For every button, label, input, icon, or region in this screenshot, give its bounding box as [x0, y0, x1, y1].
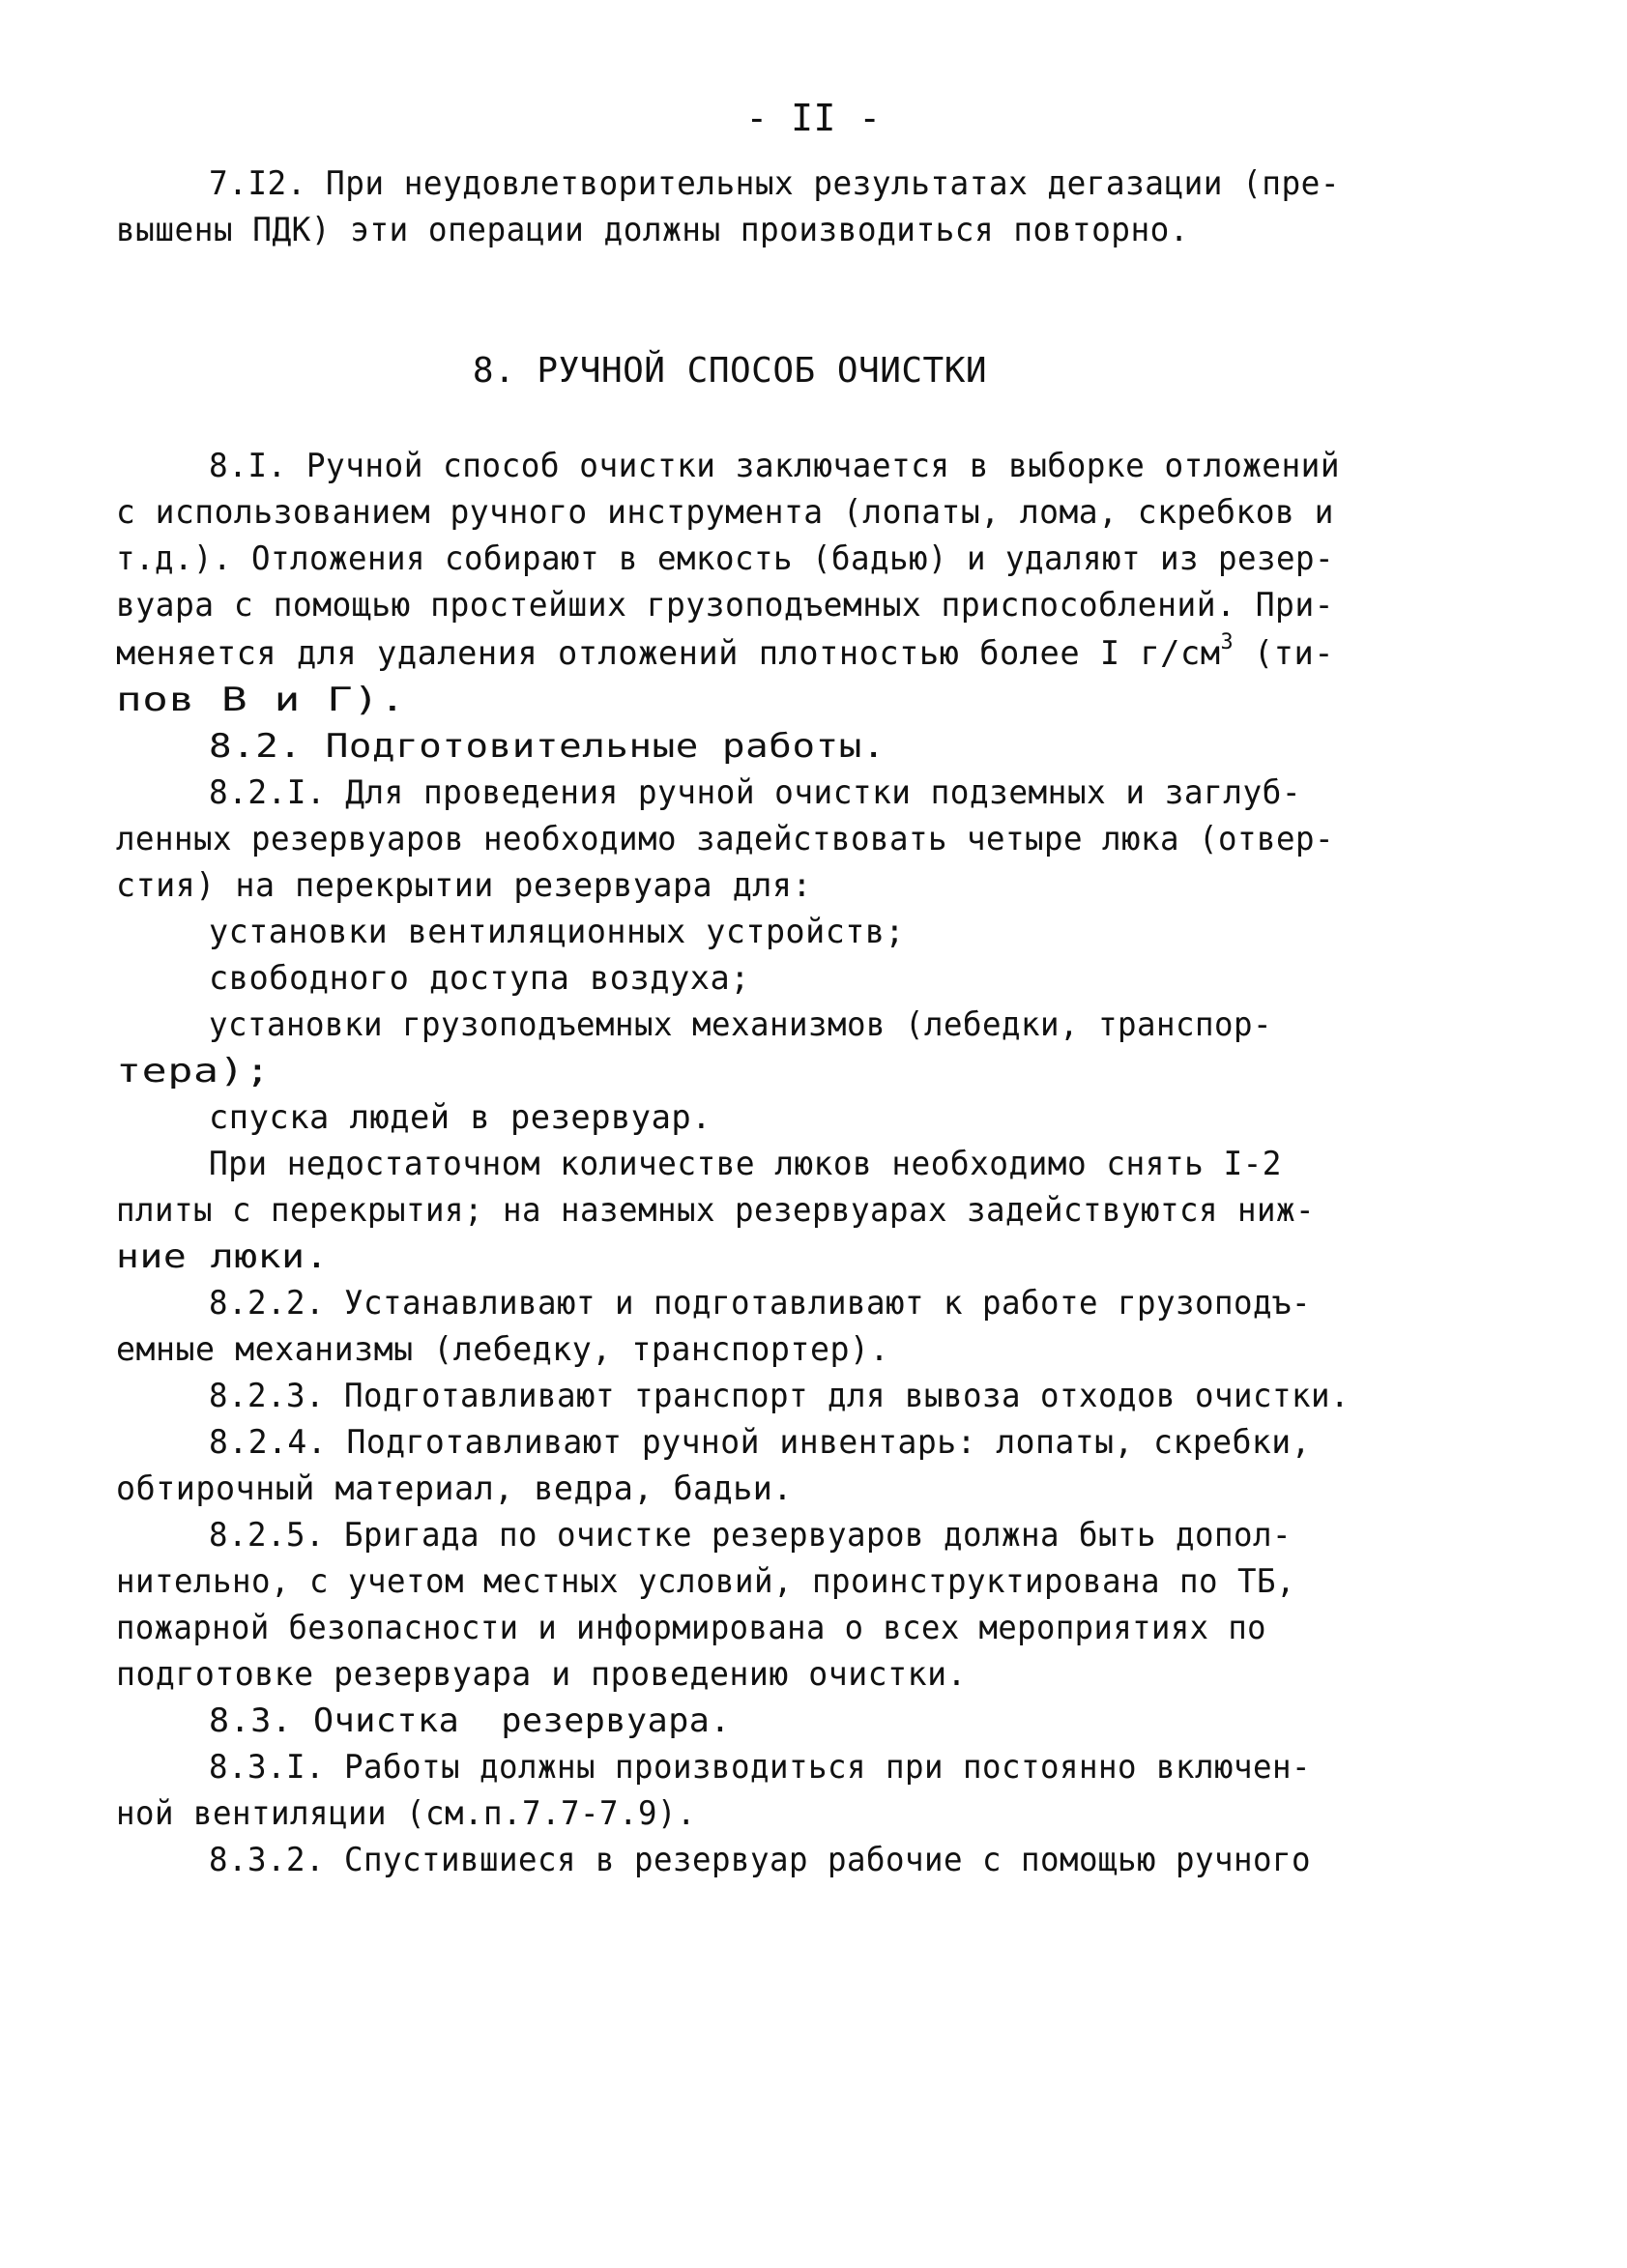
paragraph-8-2-3-line: 8.2.3. Подготавливают транспорт для вывоза отходов очистки. [209, 1377, 1350, 1415]
paragraph-8-2-5-line: подготовке резервуара и проведению очистки. [116, 1655, 967, 1694]
superscript-exponent: 3 [1220, 629, 1235, 654]
paragraph-8-2-2-line: 8.2.2. Устанавливают и подготавливают к работе грузоподъ- [209, 1284, 1311, 1323]
paragraph-8-2-5-line: пожарной безопасности и информирована о всех мероприятиях по [116, 1609, 1266, 1647]
list-item: свободного доступа воздуха; [209, 959, 750, 998]
list-item: тера); [116, 1052, 271, 1090]
paragraph-8-2-4-line: 8.2.4. Подготавливают ручной инвентарь: лопаты, скребки, [209, 1423, 1311, 1462]
paragraph-8-1-line: вуара с помощью простейших грузоподъемных приспособлений. При- [116, 586, 1334, 625]
paragraph-8-1-line: пов В и Г). [116, 681, 406, 719]
paragraph-8-2-1-line: стия) на перекрытии резервуара для: [116, 866, 812, 905]
paragraph-8-3-1-line: ной вентиляции (см.п.7.7-7.9). [116, 1794, 696, 1833]
paragraph-8-2-5-line: нительно, с учетом местных условий, проинструктирована по ТБ, [116, 1562, 1295, 1601]
paragraph-8-2-heading: 8.2. Подготовительные работы. [209, 727, 886, 766]
page-number: - II - [745, 97, 882, 139]
paragraph-8-1-line: с использованием ручного инструмента (лопаты, лома, скребков и [116, 493, 1334, 532]
paragraph-8-2-5-line: 8.2.5. Бригада по очистке резервуаров должна быть допол- [209, 1516, 1292, 1555]
paragraph-8-3-heading: 8.3. Очистка резервуара. [209, 1701, 731, 1740]
paragraph-8-2-1-line: ленных резервуаров необходимо задействовать четыре люка (отвер- [116, 820, 1334, 858]
section-heading: 8. РУЧНОЙ СПОСОБ ОЧИСТКИ [472, 351, 988, 391]
paragraph-8-2-2-line: емные механизмы (лебедку, транспортер). [116, 1330, 889, 1369]
list-item: установки вентиляционных устройств; [209, 913, 905, 951]
paragraph-8-1-line: т.д.). Отложения собирают в емкость (бадью) и удаляют из резер- [116, 539, 1334, 578]
paragraph-line: ние люки. [116, 1237, 329, 1276]
paragraph-line: При недостаточном количестве люков необходимо снять I-2 [209, 1145, 1282, 1183]
paragraph-8-2-4-line: обтирочный материал, ведра, бадьи. [116, 1469, 793, 1508]
paragraph-8-3-2-line: 8.3.2. Спустившиеся в резервуар рабочие с помощью ручного [209, 1841, 1311, 1879]
paragraph-8-1-line: 8.I. Ручной способ очистки заключается в выборке отложений [209, 447, 1340, 485]
text-segment: меняется для удаления отложений плотностью более I г/см [116, 634, 1221, 673]
paragraph-8-3-1-line: 8.3.I. Работы должны производиться при постоянно включен- [209, 1748, 1311, 1787]
text-line: вышены ПДК) эти операции должны производиться повторно. [116, 211, 1189, 249]
text-segment: (ти- [1234, 634, 1334, 673]
paragraph-line: плиты с перекрытия; на наземных резервуарах задействуются ниж- [116, 1191, 1315, 1230]
list-item: спуска людей в резервуар. [209, 1098, 712, 1137]
paragraph-8-2-1-line: 8.2.I. Для проведения ручной очистки подземных и заглуб- [209, 773, 1301, 812]
paragraph-8-1-line [116, 629, 1334, 673]
text-line: 7.I2. При неудовлетворительных результатах дегазации (пре- [209, 164, 1340, 203]
list-item: установки грузоподъемных механизмов (лебедки, транспор- [209, 1005, 1272, 1044]
